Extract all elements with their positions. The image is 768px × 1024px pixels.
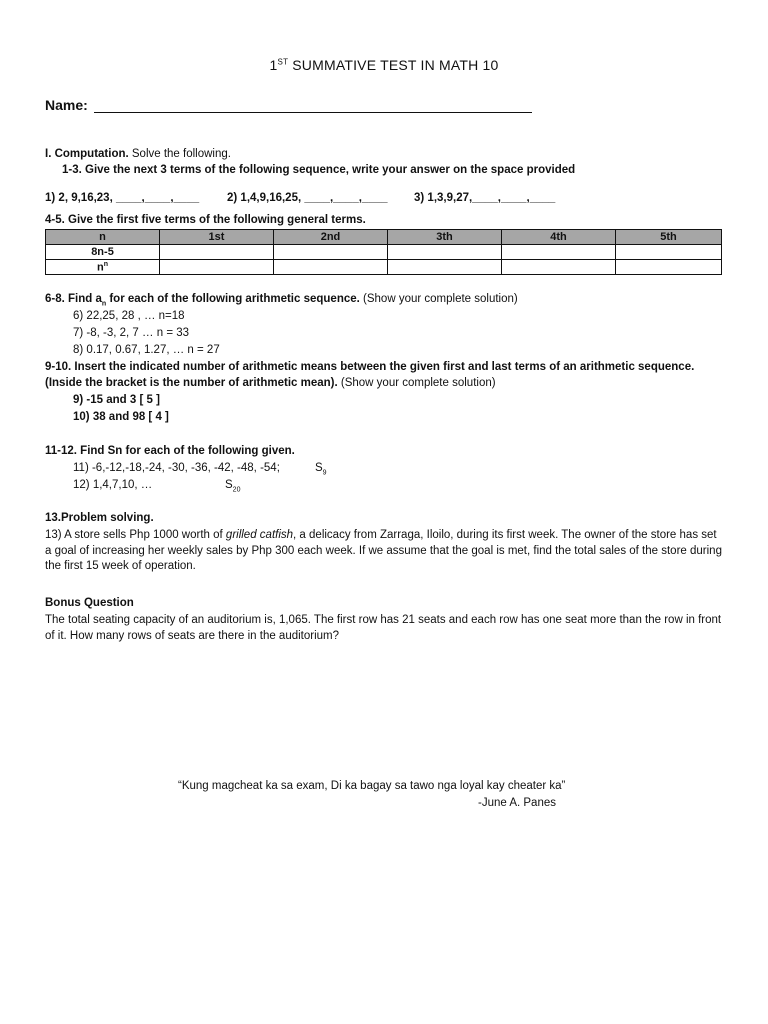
name-label: Name: <box>45 97 92 113</box>
header-5th: 5th <box>616 230 722 245</box>
table-row <box>46 245 722 260</box>
section-1-heading: I. Computation. Solve the following. <box>45 148 231 160</box>
item-3: 3) 1,3,9,27,____,____,____ <box>414 192 556 204</box>
answer-cell[interactable] <box>160 245 274 260</box>
item-1: 1) 2, 9,16,23, ____,____,____ <box>45 192 200 204</box>
answer-cell[interactable] <box>274 260 388 275</box>
header-n: n <box>46 230 160 245</box>
section-13-heading: 13.Problem solving. <box>45 512 154 524</box>
bonus-heading: Bonus Question <box>45 597 134 609</box>
answer-cell[interactable] <box>616 260 722 275</box>
problem-13-text: 13) A store sells Php 1000 worth of grilled catfish, a delicacy from Zarraga, Iloilo, during its first week. The owner of the store has set a goal of increasing her weekly sales by Php 300 each week. If we assume that the goal is met, find the total sales of the store during the first 15 week of operation. <box>45 529 722 572</box>
header-3th: 3th <box>388 230 502 245</box>
section-11-12-heading: 11-12. Find Sn for each of the following given. <box>45 445 295 457</box>
table-row <box>46 260 722 275</box>
name-field[interactable] <box>45 97 532 113</box>
name-blank[interactable] <box>94 97 532 113</box>
row-label-n-power: $n^n$ <box>46 260 160 275</box>
section-1-instruction: 1-3. Give the next 3 terms of the following sequence, write your answer on the space provided <box>62 164 576 176</box>
answer-cell[interactable] <box>274 245 388 260</box>
item-6: 6) 22,25, 28 , … n=18 <box>73 310 185 322</box>
answer-cell[interactable] <box>388 260 502 275</box>
section-9-10-heading: 9-10. Insert the indicated number of arithmetic means between the given first and last terms of an arithmetic sequence. (Inside the bracket is the number of arithmetic mean). (Show your complete solution) <box>45 361 695 389</box>
answer-cell[interactable] <box>502 260 616 275</box>
answer-cell[interactable] <box>502 245 616 260</box>
terms-table <box>45 229 722 275</box>
item-7: 7) -8, -3, 2, 7 … n = 33 <box>73 327 190 339</box>
header-1st: 1st <box>160 230 274 245</box>
quote-author: -June A. Panes <box>478 797 556 809</box>
item-10: 10) 38 and 98 [ 4 ] <box>73 411 169 423</box>
header-4th: 4th <box>502 230 616 245</box>
answer-cell[interactable] <box>160 260 274 275</box>
item-9: 9) -15 and 3 [ 5 ] <box>73 394 160 406</box>
quote-text: “Kung magcheat ka sa exam, Di ka bagay sa tawo nga loyal kay cheater ka” <box>178 780 566 792</box>
item-12-sum: $S_{20}$ <box>225 479 241 494</box>
section-6-8-heading: 6-8. Find $a_n$ for each of the following arithmetic sequence. (Show your complete solution) <box>45 293 518 308</box>
page-title: 1ST SUMMATIVE TEST IN MATH 10 <box>269 57 499 73</box>
table-header-row <box>46 230 722 245</box>
header-2nd: 2nd <box>274 230 388 245</box>
item-2: 2) 1,4,9,16,25, ____,____,____ <box>227 192 388 204</box>
item-12: 12) 1,4,7,10, … <box>73 479 153 491</box>
bonus-text: The total seating capacity of an auditorium is, 1,065. The first row has 21 seats and each row has one seat more than the row in front of it. How many rows of seats are there in the auditorium? <box>45 614 722 642</box>
answer-cell[interactable] <box>616 245 722 260</box>
row-label-8n-5: 8n-5 <box>46 245 160 260</box>
item-11: 11) -6,-12,-18,-24, -30, -36, -42, -48, -54; <box>73 462 280 474</box>
answer-cell[interactable] <box>388 245 502 260</box>
item-8: 8) 0.17, 0.67, 1.27, … n = 27 <box>73 344 220 356</box>
section-4-5-heading: 4-5. Give the first five terms of the following general terms. <box>45 214 366 226</box>
item-11-sum: $S_9$ <box>315 462 327 477</box>
